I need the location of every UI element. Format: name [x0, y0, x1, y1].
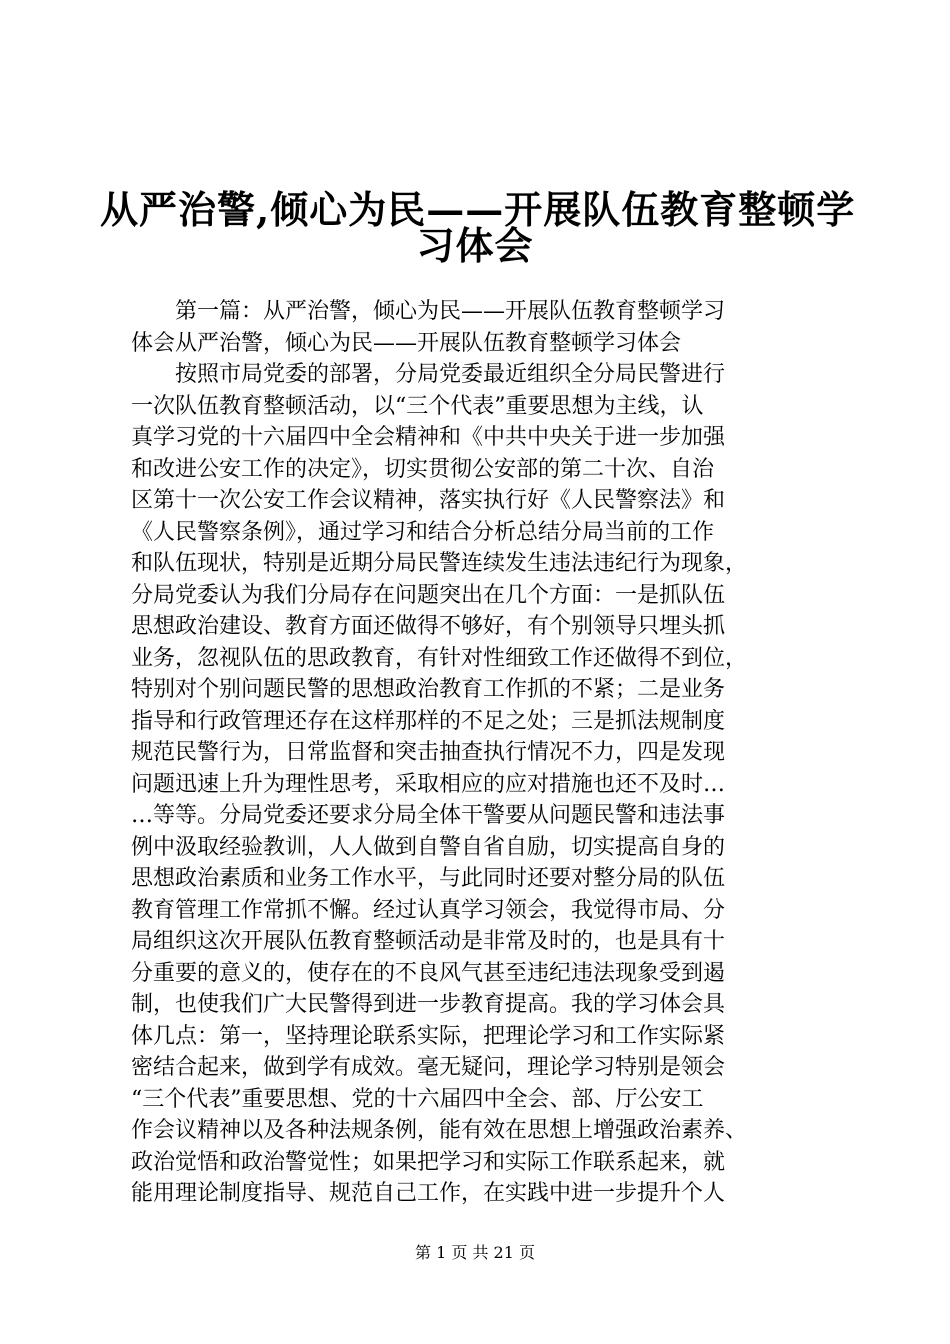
- body-text-line: 特别对个别问题民警的思想政治教育工作抓的不紧；二是业务: [131, 677, 726, 702]
- body-text-line: 思想政治素质和业务工作水平，与此同时还要对整分局的队伍: [131, 866, 726, 891]
- body-text-line: 真学习党的十六届四中全会精神和《中共中央关于进一步加强: [131, 425, 726, 450]
- body-text-line: 和队伍现状，特别是近期分局民警连续发生违法违纪行为现象，: [131, 551, 748, 576]
- body-text-line: 按照市局党委的部署，分局党委最近组织全分局民警进行: [131, 362, 726, 387]
- body-text-line: 教育管理工作常抓不懈。经过认真学习领会，我觉得市局、分: [131, 897, 726, 923]
- body-text-line: 一次队伍教育整顿活动，以“三个代表”重要思想为主线，认: [131, 393, 704, 419]
- body-text-line: 问题迅速上升为理性思考，采取相应的应对措施也还不及时…: [131, 771, 726, 797]
- page-footer: 第 1 页 共 21 页: [415, 1243, 535, 1262]
- body-text-line: 例中汲取经验教训，人人做到自警自省自励，切实提高自身的: [131, 834, 726, 860]
- body-text-line: 密结合起来，做到学有成效。毫无疑问，理论学习特别是领会: [131, 1055, 726, 1080]
- body-text-line: 体会从严治警，倾心为民——开展队伍教育整顿学习体会: [131, 330, 682, 356]
- body-text-line: 业务，忽视队伍的思政教育，有针对性细致工作还做得不到位，: [131, 645, 748, 671]
- document-title-line-2: 习体会: [416, 223, 534, 268]
- body-text-line: …等等。分局党委还要求分局全体干警要从问题民警和违法事: [131, 803, 726, 828]
- body-text-line: “三个代表”重要思想、党的十六届四中全会、部、厅公安工: [131, 1086, 704, 1112]
- body-text-line: 指导和行政管理还存在这样那样的不足之处；三是抓法规制度: [131, 708, 726, 734]
- body-text-line: 区第十一次公安工作会议精神，落实执行好《人民警察法》和: [131, 488, 726, 513]
- body-text-line: 能用理论制度指导、规范自己工作，在实践中进一步提升个人: [131, 1181, 726, 1206]
- body-text-line: 局组织这次开展队伍教育整顿活动是非常及时的，也是具有十: [131, 929, 726, 954]
- document-body: [131, 296, 831, 1210]
- body-text-line: 《人民警察条例》，通过学习和结合分析总结分局当前的工作: [131, 519, 715, 545]
- body-text-line: 规范民警行为，日常监督和突击抽查执行情况不力，四是发现: [131, 740, 726, 765]
- document-title-line-1: 从严治警,倾心为民——开展队伍教育整顿学: [100, 187, 856, 232]
- body-text-line: 第一篇：从严治警，倾心为民——开展队伍教育整顿学习: [131, 299, 726, 324]
- body-text-line: 政治觉悟和政治警觉性；如果把学习和实际工作联系起来，就: [131, 1149, 726, 1175]
- body-text-line: 体几点：第一，坚持理论联系实际，把理论学习和工作实际紧: [131, 1023, 726, 1049]
- body-text-line: 思想政治建设、教育方面还做得不够好，有个别领导只埋头抓: [131, 614, 726, 639]
- body-text-line: 分重要的意义的，使存在的不良风气甚至违纪违法现象受到遏: [131, 960, 726, 986]
- body-text-line: 作会议精神以及各种法规条例，能有效在思想上增强政治素养、: [131, 1118, 748, 1143]
- body-text-line: 制，也使我们广大民警得到进一步教育提高。我的学习体会具: [131, 992, 726, 1017]
- body-text-line: 和改进公安工作的决定》，切实贯彻公安部的第二十次、自治: [131, 456, 715, 482]
- body-text-line: 分局党委认为我们分局存在问题突出在几个方面：一是抓队伍: [131, 582, 726, 608]
